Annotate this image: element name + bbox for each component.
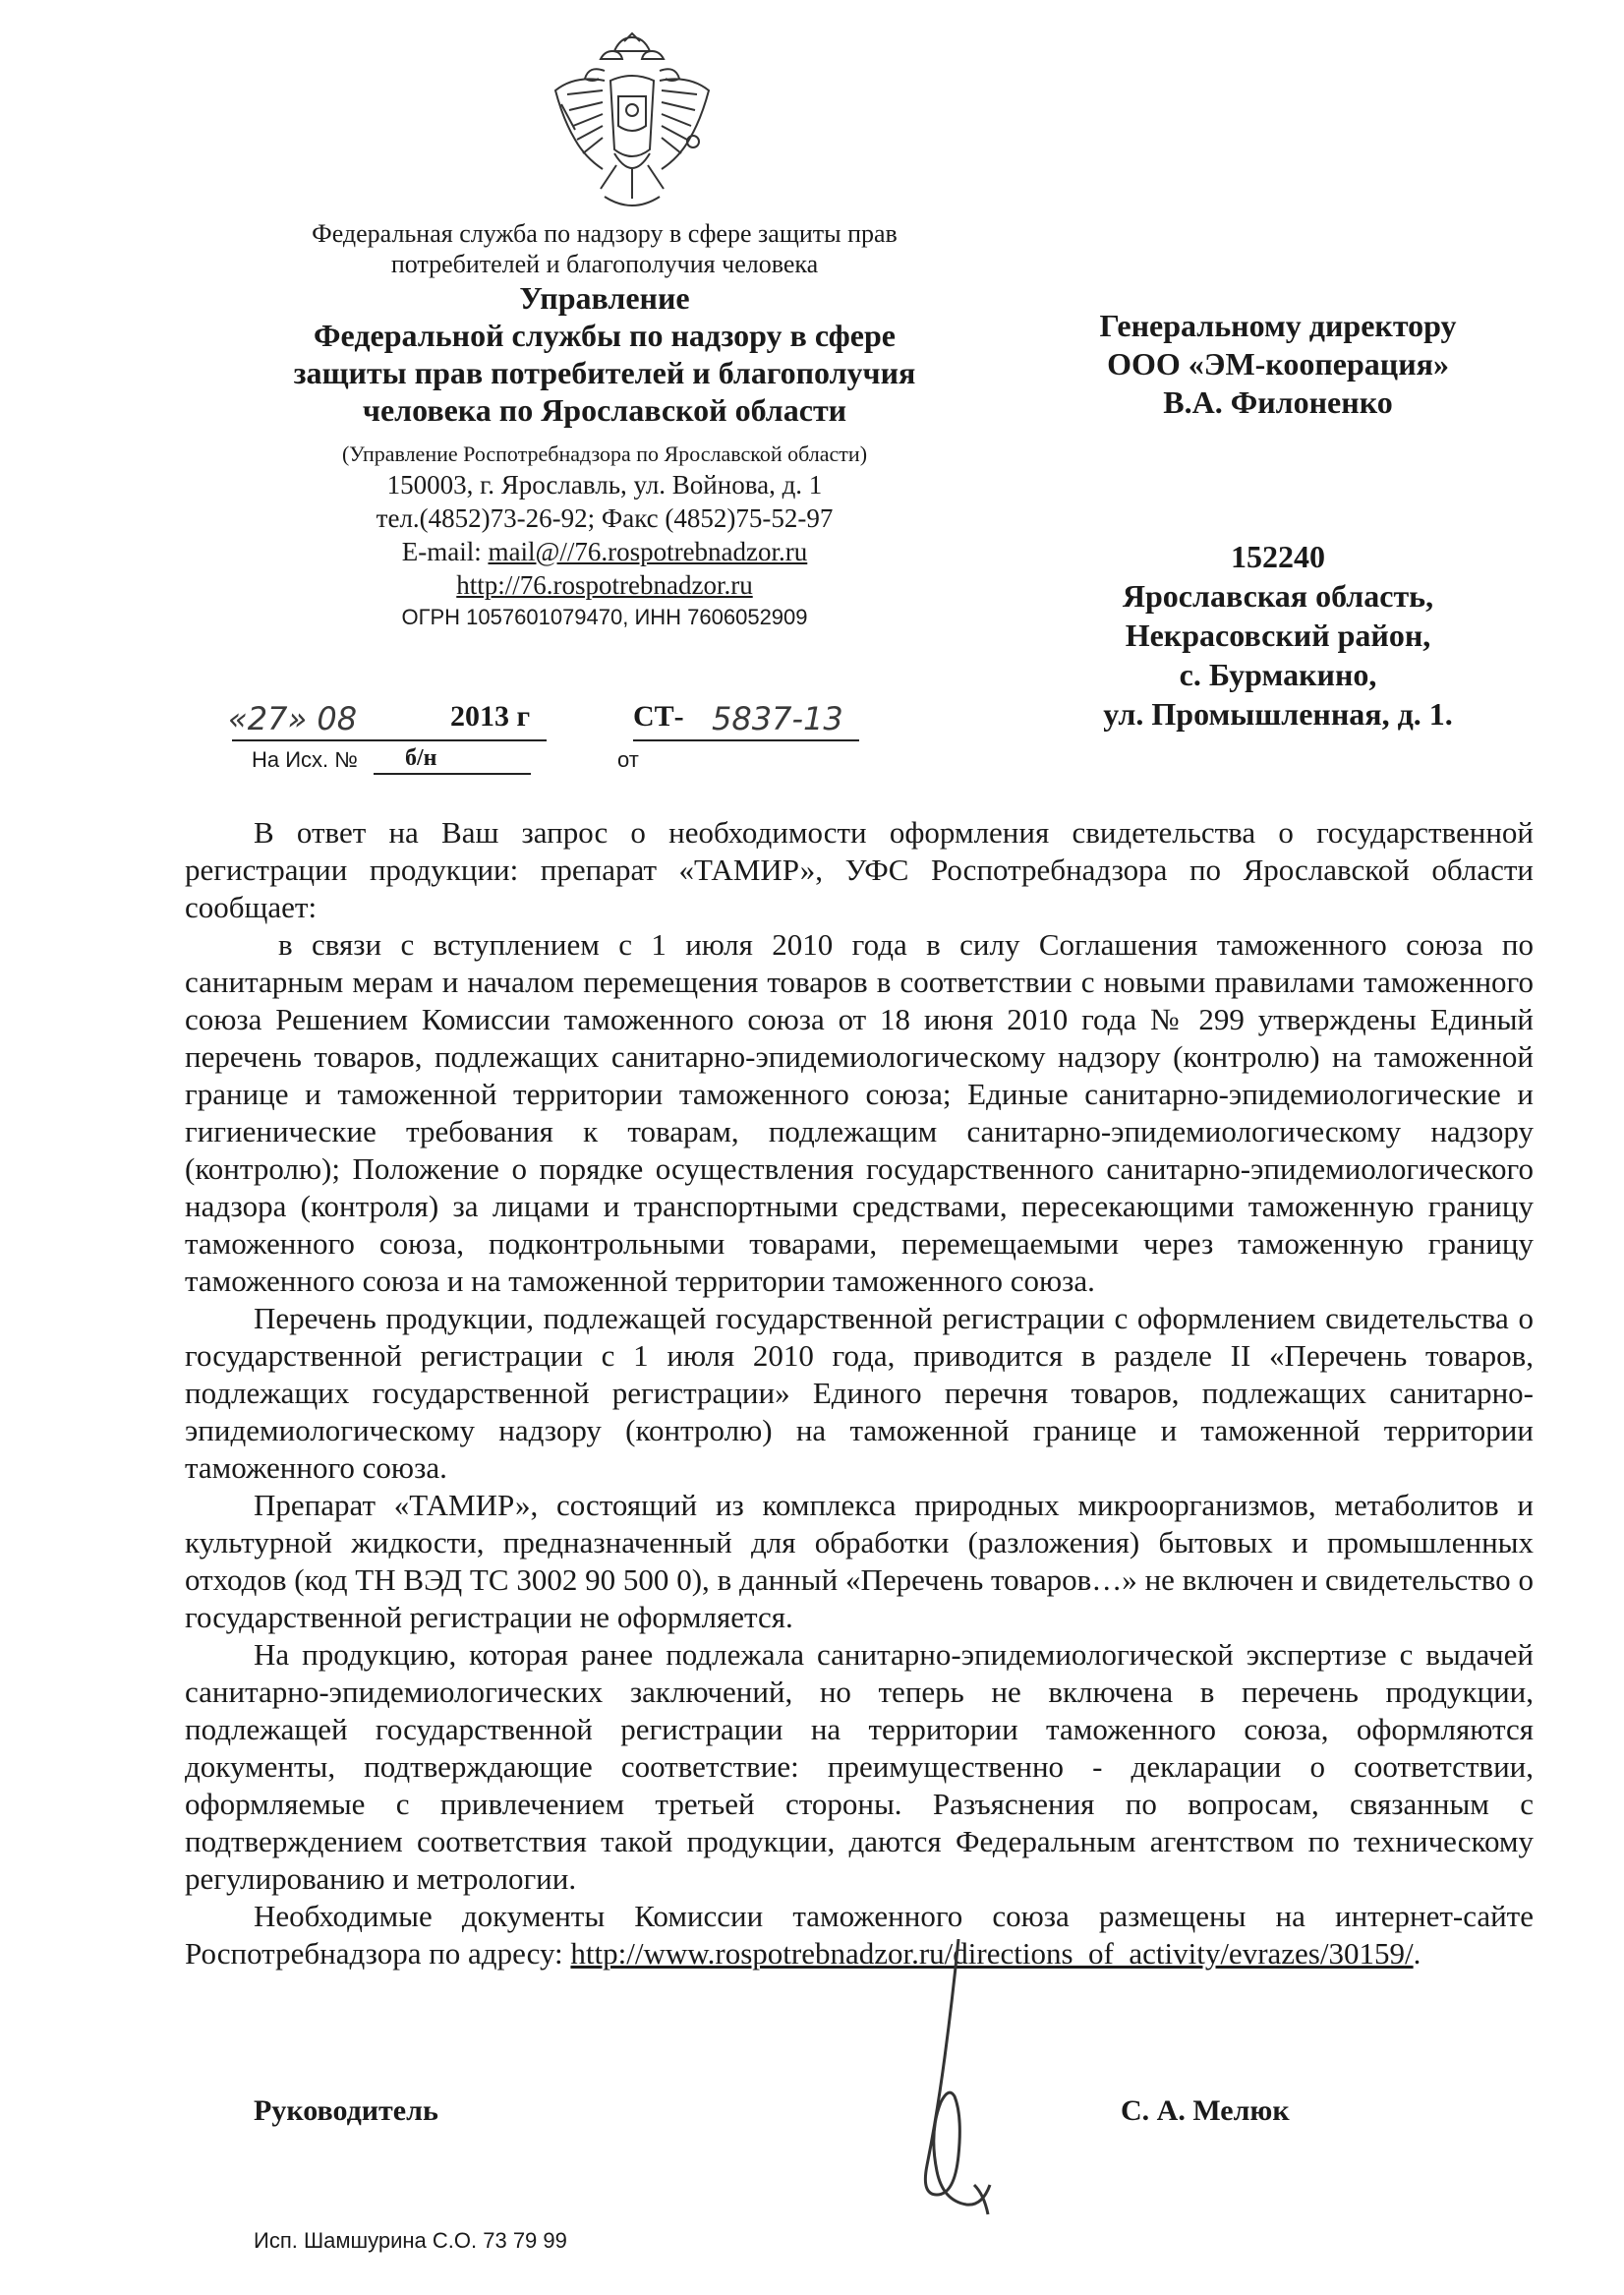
agency-name-line: потребителей и благополучия человека — [390, 250, 819, 278]
email-label: E-mail: — [401, 537, 489, 566]
letter-year: 2013 г — [450, 700, 531, 733]
department-short-name: (Управление Роспотребнадзора по Ярославской области) — [341, 441, 868, 466]
signatory-name: С. А. Мелюк — [1121, 2094, 1290, 2127]
from-label: от — [617, 747, 639, 772]
recipient-postcode: 152240 — [1231, 539, 1325, 574]
incoming-underline — [374, 773, 531, 775]
email-link[interactable]: mail@//76.rospotrebnadzor.ru — [488, 537, 808, 566]
body-text: . — [1413, 1936, 1421, 1971]
sender-block — [211, 218, 998, 633]
department-name-line: Управление — [519, 280, 690, 316]
ogrn-inn: ОГРН 1057601079470, ИНН 7606052909 — [401, 605, 808, 629]
recipient-company: ООО «ЭМ-кооперация» — [1107, 346, 1449, 382]
body-paragraph: Препарат «ТАМИР», состоящий из комплекса природных микроорганизмов, метаболитов и культурной жидкости, предназначенный для обработки (разложения) бытовых и промышленных отходов (код ТН ВЭД ТС 3002 90 500 0), в данный «Перечень товаров…» не включен и свидетельство о государственной регистрации не оформляется. — [185, 1488, 1534, 1634]
number-underline — [633, 739, 859, 741]
recipient-address — [1003, 537, 1553, 734]
department-name-line: Федеральной службы по надзору в сфере — [314, 318, 896, 353]
department-name-line: человека по Ярославской области — [362, 392, 847, 428]
handwritten-signature — [890, 1939, 1037, 2224]
recipient-street: ул. Промышленная, д. 1. — [1103, 696, 1453, 732]
recipient-district: Некрасовский район, — [1125, 618, 1431, 653]
rospotrebnadzor-link[interactable]: http://www.rospotrebnadzor.ru/directions_of_activity/evrazes/30159/ — [570, 1936, 1414, 1971]
body-paragraph: Перечень продукции, подлежащей государственной регистрации с оформлением свидетельства о государственной регистрации с 1 июля 2010 года, приводится в разделе II «Перечень товаров, подлежащих государственной регистрации» Единого перечня товаров, подлежащих санитарно-эпидемиологическому надзору (контролю) на таможенной границе и таможенной территории таможенного союза. — [185, 1301, 1534, 1485]
incoming-number: б/н — [405, 745, 437, 771]
body-text: Необходимые документы Комиссии таможенного союза размещены на интернет-сайте Роспотребнадзора по адресу: — [185, 1899, 1534, 1971]
recipient-block — [1003, 307, 1553, 422]
executor-info: Исп. Шамшурина С.О. 73 79 99 — [254, 2228, 567, 2253]
recipient-region: Ярославская область, — [1122, 578, 1434, 614]
incoming-label: На Исх. № — [252, 747, 358, 772]
department-name-line: защиты прав потребителей и благополучия — [293, 355, 916, 390]
agency-name-line: Федеральная служба по надзору в сфере защиты прав — [312, 219, 898, 248]
body-paragraph: На продукцию, которая ранее подлежала санитарно-эпидемиологической экспертизе с выдачей санитарно-эпидемиологических заключений, но теперь не включена в перечень продукции, подлежащей государственной регистрации на территории таможенного союза, оформляются документы, подтверждающие соответствие: преимущественно - декларации о соответствии, оформляемые с привлечением третьей стороны. Разъяснения по вопросам, связанным с подтверждением соответствия такой продукции, даются Федеральным агентством по техническому регулированию и метрологии. — [185, 1637, 1534, 1896]
body-paragraph: в связи с вступлением с 1 июля 2010 года в силу Соглашения таможенного союза по санитарным мерам и началом перемещения товаров в соответствии с новыми правилами таможенного союза Решением Комиссии таможенного союза от 18 июня 2010 года № 299 утверждены Единый перечень товаров, подлежащих санитарно-эпидемиологическому надзору (контролю) на таможенной границе и таможенной территории таможенного союза; Единые санитарно-эпидемиологические и гигиенические требования к товарам, подлежащим санитарно-эпидемиологическому надзору (контролю); Положение о порядке осуществления государственного санитарно-эпидемиологического надзора (контроля) за лицами и транспортными средствами, пересекающими таможенную границу таможенного союза, подконтрольными товарами, перемещаемыми через таможенную границу таможенного союза и на таможенной территории таможенного союза. — [185, 927, 1534, 1298]
recipient-title: Генеральному директору — [1099, 308, 1457, 343]
recipient-village: с. Бурмакино, — [1179, 657, 1377, 692]
body-paragraph — [185, 1898, 1534, 1972]
website-link[interactable]: http://76.rospotrebnadzor.ru — [456, 570, 753, 600]
sender-email-line — [211, 535, 998, 568]
sender-address: 150003, г. Ярославль, ул. Войнова, д. 1 — [386, 470, 823, 500]
recipient-name: В.А. Филоненко — [1163, 384, 1393, 420]
sender-phone-fax: тел.(4852)73-26-92; Факс (4852)75-52-97 — [376, 503, 834, 533]
letter-date-handwritten: «27» 08 — [228, 700, 358, 737]
outgoing-number-handwritten: 5837-13 — [712, 700, 843, 737]
outgoing-number-prefix: СТ- — [633, 700, 684, 733]
date-underline — [232, 739, 547, 741]
body-paragraph: В ответ на Ваш запрос о необходимости оформления свидетельства о государственной регистрации продукции: препарат «ТАМИР», УФС Роспотребнадзора по Ярославской области сообщает: — [185, 815, 1534, 924]
signatory-title: Руководитель — [254, 2094, 438, 2127]
coat-of-arms-emblem — [546, 31, 719, 220]
letter-body — [185, 814, 1534, 1972]
